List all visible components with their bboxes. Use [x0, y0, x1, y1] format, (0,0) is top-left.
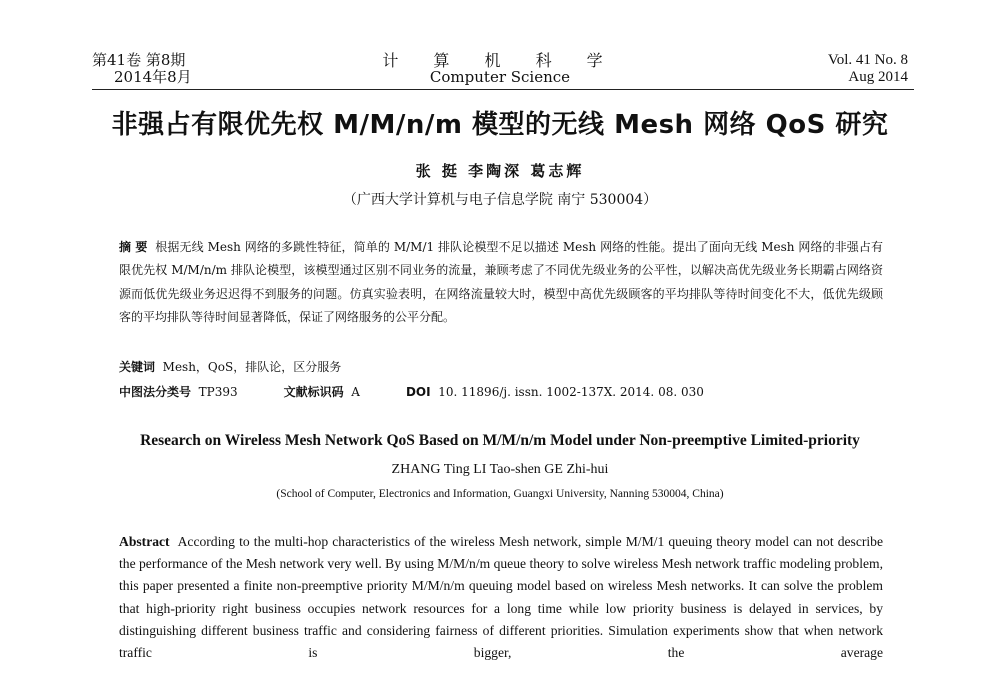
authors-cn: 张 挺 李陶深 葛志辉	[415, 162, 585, 180]
clc-label: 中图法分类号	[119, 385, 192, 399]
clc-value: TP393	[198, 385, 238, 399]
affiliation-cn: （广西大学计算机与电子信息学院 南宁 530004）	[342, 192, 658, 208]
paper-title-en: Research on Wireless Mesh Network QoS Based on M/M/n/m Model under Non-preemptive Limited-priority	[140, 432, 860, 449]
classification-line	[119, 383, 919, 400]
authors-en: ZHANG Ting LI Tao-shen GE Zhi-hui	[391, 462, 609, 477]
date-cn: 2014年8月	[114, 68, 192, 86]
header-rule	[92, 89, 914, 90]
doi-value: 10. 11896/j. issn. 1002-137X. 2014. 08. 030	[438, 385, 704, 399]
doc-code-value: A	[351, 385, 360, 399]
keywords-text: Mesh，QoS，排队论，区分服务	[162, 360, 342, 374]
abstract-en-text: According to the multi-hop characteristics of the wireless Mesh network, simple M/M/1 queuing theory model can not describe the performance of the Mesh network very well. By using M/M/n/m queue theory to solve wireless Mesh network traffic modeling problem, this paper presented a finite non-preemptive priority M/M/n/m queuing model based on wireless Mesh networks. It can solve the problem that high-priority right business occupies network resources for a long time while low priority business is delayed in services, by distinguishing different business traffic and considering fairness of different priorities. Simulation experiments show that when network traffic is bigger, the average	[119, 534, 883, 661]
abstract-en-label: Abstract	[119, 534, 170, 549]
volume-en: Vol. 41 No. 8	[827, 52, 908, 68]
keywords-label: 关键词	[119, 360, 156, 374]
volume-issue: 第41卷 第8期	[92, 51, 186, 69]
doc-code-label: 文献标识码	[283, 385, 344, 399]
abstract-cn-label: 摘 要	[119, 240, 148, 254]
header-volume-en-block	[828, 52, 908, 86]
keywords-cn	[119, 358, 341, 375]
abstract-cn	[119, 236, 883, 330]
abstract-cn-text: 根据无线 Mesh 网络的多跳性特征，简单的 M/M/1 排队论模型不足以描述 Mesh 网络的性能。提出了面向无线 Mesh 网络的非强占有限优先权 M/M/n/m 排队论模型，该模型通过区别不同业务的流量，兼顾考虑了不同优先级业务的公平性，以解决高优先级业务长期霸占网络资源而低优先级业务迟迟得不到服务的问题。仿真实验表明，在网络流量较大时，模型中高优先级顾客的平均排队等待时间变化不大，低优先级顾客的平均排队等待时间显著降低，保证了网络服务的公平分配。	[119, 240, 883, 325]
journal-name-cn: 计 算 机 科 学	[382, 51, 618, 70]
paper-title-cn: 非强占有限优先权 M/M/n/m 模型的无线 Mesh 网络 QoS 研究	[111, 110, 889, 140]
affiliation-en: (School of Computer, Electronics and Information, Guangxi University, Nanning 530004, China)	[276, 488, 724, 500]
journal-name-en: Computer Science	[429, 68, 571, 86]
date-en: Aug 2014	[848, 69, 908, 85]
abstract-en	[119, 531, 883, 664]
doi-label: DOI	[405, 385, 431, 399]
